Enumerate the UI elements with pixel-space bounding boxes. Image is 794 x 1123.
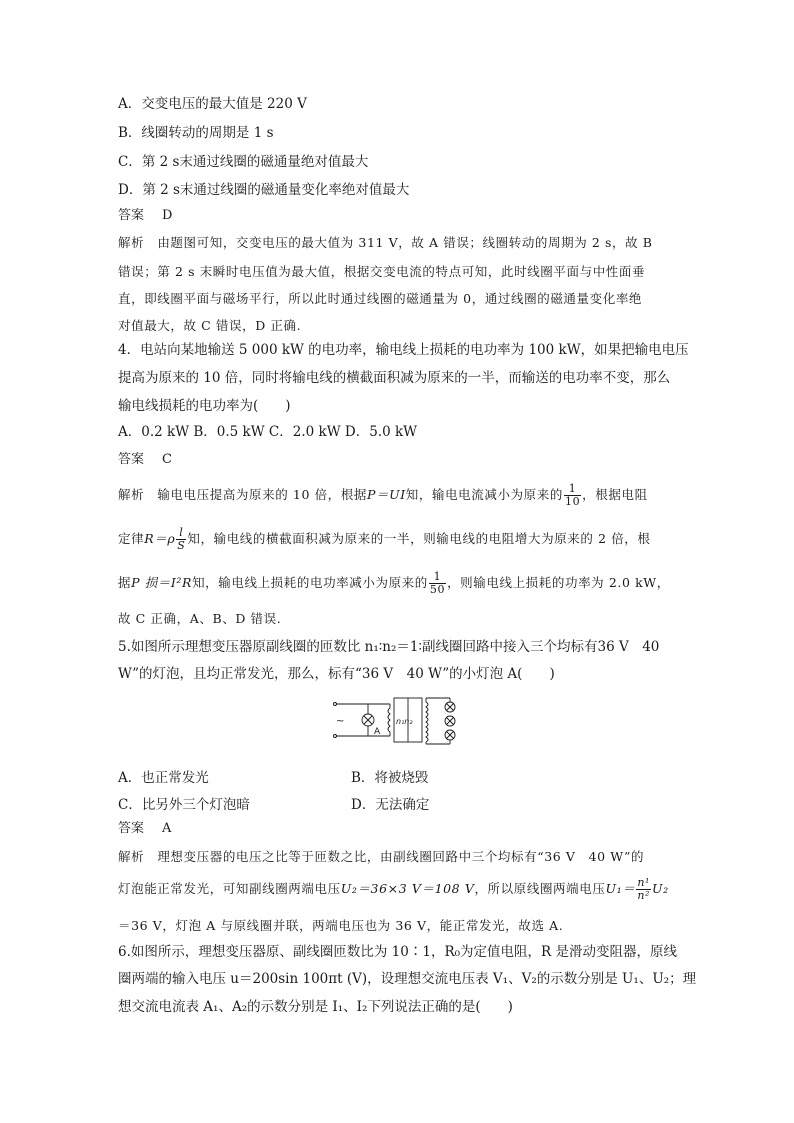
- fraction-numerator: l: [176, 527, 186, 540]
- q4-option-b: B．0.5 kW: [193, 424, 265, 440]
- explanation-text: 知，输电线上损耗的电功率减小为原来的: [192, 575, 428, 590]
- fraction-denominator: n²: [637, 889, 651, 902]
- q6-stem-line-3: 想交流电流表 A₁、A₂的示数分别是 I₁、I₂下列说法正确的是( ): [118, 999, 513, 1015]
- q5-explanation-line-1: [118, 847, 644, 867]
- q5-option-d: D．无法确定: [351, 797, 430, 813]
- q3-explanation-line-4: 对值最大，故 C 错误，D 正确.: [118, 318, 302, 333]
- fraction-denominator: S: [177, 539, 186, 552]
- answer-value: D: [162, 208, 173, 223]
- q3-explanation-line-2: 错误；第 2 s 末瞬时电压值为最大值，根据交变电流的特点可知，此时线圈平面与中性面垂: [118, 264, 646, 279]
- transformer-circuit-figure: [330, 694, 464, 748]
- q4-stem-line-1: 4．电站向某地输送 5 000 kW 的电功率，输电线上损耗的电功率为 100 kW，如果把输电电压: [118, 342, 689, 358]
- q4-explanation-line-3: [118, 568, 670, 598]
- q4-option-d: D．5.0 kW: [344, 424, 418, 440]
- explanation-text: 据: [118, 575, 132, 590]
- q6-stem-line-1: 6.如图所示，理想变压器原、副线圈匝数比为 10∶1，R₀为定值电阻，R 是滑动变阻器，原线: [118, 944, 677, 960]
- q4-stem-line-2: 提高为原来的 10 倍，同时将输电线的横截面积减为原来的一半，而输送的电功率不变，那么: [118, 370, 671, 386]
- explanation-text: 由题图可知，交变电压的最大值为 311 V，故 A 错误；线圈转动的周期为 2 s，故 B: [157, 235, 653, 250]
- q4-option-a: A．0.2 kW: [118, 424, 190, 440]
- formula: R＝ρ: [144, 531, 176, 546]
- fraction: [636, 877, 651, 902]
- q6-stem-line-2: 圈两端的输入电压 u＝200sin 100πt (V)，设理想交流电压表 V₁、V₂的示数分别是 U₁、U₂；理: [118, 971, 697, 987]
- q3-option-d: D．第 2 s末通过线圈的磁通量变化率绝对值最大: [118, 182, 410, 198]
- explanation-label: 解析: [118, 235, 145, 250]
- explanation-text: 知，输电线的横截面积减为原来的一半，则输电线的电阻增大为原来的 2 倍，根: [187, 531, 651, 546]
- fraction-denominator: 10: [564, 495, 581, 508]
- formula: U₂＝36×3 V＝108 V: [340, 881, 475, 896]
- q5-answer: [118, 819, 171, 839]
- formula: U₁＝: [605, 881, 636, 896]
- q4-explanation-line-2: [118, 524, 651, 554]
- q3-explanation-line-1: [118, 233, 653, 253]
- q3-option-c: C．第 2 s末通过线圈的磁通量绝对值最大: [118, 154, 369, 170]
- explanation-label: 解析: [118, 487, 145, 502]
- answer-value: C: [162, 452, 172, 467]
- explanation-text: 定律: [118, 531, 145, 546]
- explanation-text: 输电电压提高为原来的 10 倍，根据: [157, 487, 367, 502]
- q4-stem-line-3: 输电线损耗的电功率为( ): [118, 398, 291, 414]
- q4-explanation-line-4: 故 C 正确，A、B、D 错误.: [118, 611, 282, 626]
- fraction: [429, 571, 446, 596]
- formula: P＝UI: [366, 487, 406, 502]
- answer-value: A: [162, 821, 172, 836]
- q4-explanation-line-1: [118, 480, 648, 510]
- q3-answer: [118, 206, 172, 226]
- answer-label: 答案: [118, 452, 145, 467]
- fraction-numerator: n¹: [637, 876, 651, 889]
- explanation-text: 知，输电电流减小为原来的: [405, 487, 563, 502]
- explanation-text: 理想变压器的电压之比等于匝数之比，由副线圈回路中三个均标有“36 V 40 W”的: [157, 849, 645, 864]
- q3-explanation-line-3: 直，即线圈平面与磁场平行，所以此时通过线圈的磁通量为 0，通过线圈的磁通量变化率绝: [118, 291, 643, 306]
- fraction: [564, 483, 581, 508]
- answer-label: 答案: [118, 821, 145, 836]
- formula: P 损＝I²R: [131, 575, 193, 590]
- explanation-label: 解析: [118, 849, 145, 864]
- fraction-denominator: 50: [429, 583, 446, 596]
- explanation-text: ，所以原线圈两端电压: [474, 881, 606, 896]
- fraction-numerator: 1: [564, 483, 581, 496]
- q3-option-a: A．交变电压的最大值是 220 V: [118, 96, 307, 112]
- lamp-a-label: A: [374, 727, 381, 737]
- q4-answer: [118, 450, 172, 470]
- fraction-numerator: 1: [429, 571, 446, 584]
- q5-stem-line-2: W”的灯泡，且均正常发光，那么，标有“36 V 40 W”的小灯泡 A( ): [118, 666, 555, 682]
- q4-options: [118, 422, 417, 442]
- q5-option-a: A．也正常发光: [118, 770, 209, 786]
- explanation-text: ，根据电阻: [582, 487, 648, 502]
- fraction: [176, 527, 186, 552]
- q5-option-b: B．将被烧毁: [351, 770, 429, 786]
- answer-label: 答案: [118, 208, 145, 223]
- formula: U₂: [652, 881, 669, 896]
- q5-explanation-line-3: ＝36 V，灯泡 A 与原线圈并联，两端电压也为 36 V，能正常发光，故选 A.: [118, 918, 564, 933]
- q5-explanation-line-2: [118, 874, 669, 904]
- q5-stem-line-1: 5.如图所示理想变压器原副线圈的匝数比 n₁∶n₂＝1∶副线圈回路中接入三个均标有36 V 40: [118, 639, 660, 655]
- ac-source-label: ~: [336, 716, 345, 727]
- explanation-text: 灯泡能正常发光，可知副线圈两端电压: [118, 881, 341, 896]
- q5-option-c: C．比另外三个灯泡暗: [118, 797, 250, 813]
- turns-label: n₁n₂: [396, 717, 413, 726]
- q3-option-b: B．线圈转动的周期是 1 s: [118, 125, 274, 141]
- q4-option-c: C．2.0 kW: [268, 424, 341, 440]
- explanation-text: ，则输电线上损耗的功率为 2.0 kW，: [447, 575, 670, 590]
